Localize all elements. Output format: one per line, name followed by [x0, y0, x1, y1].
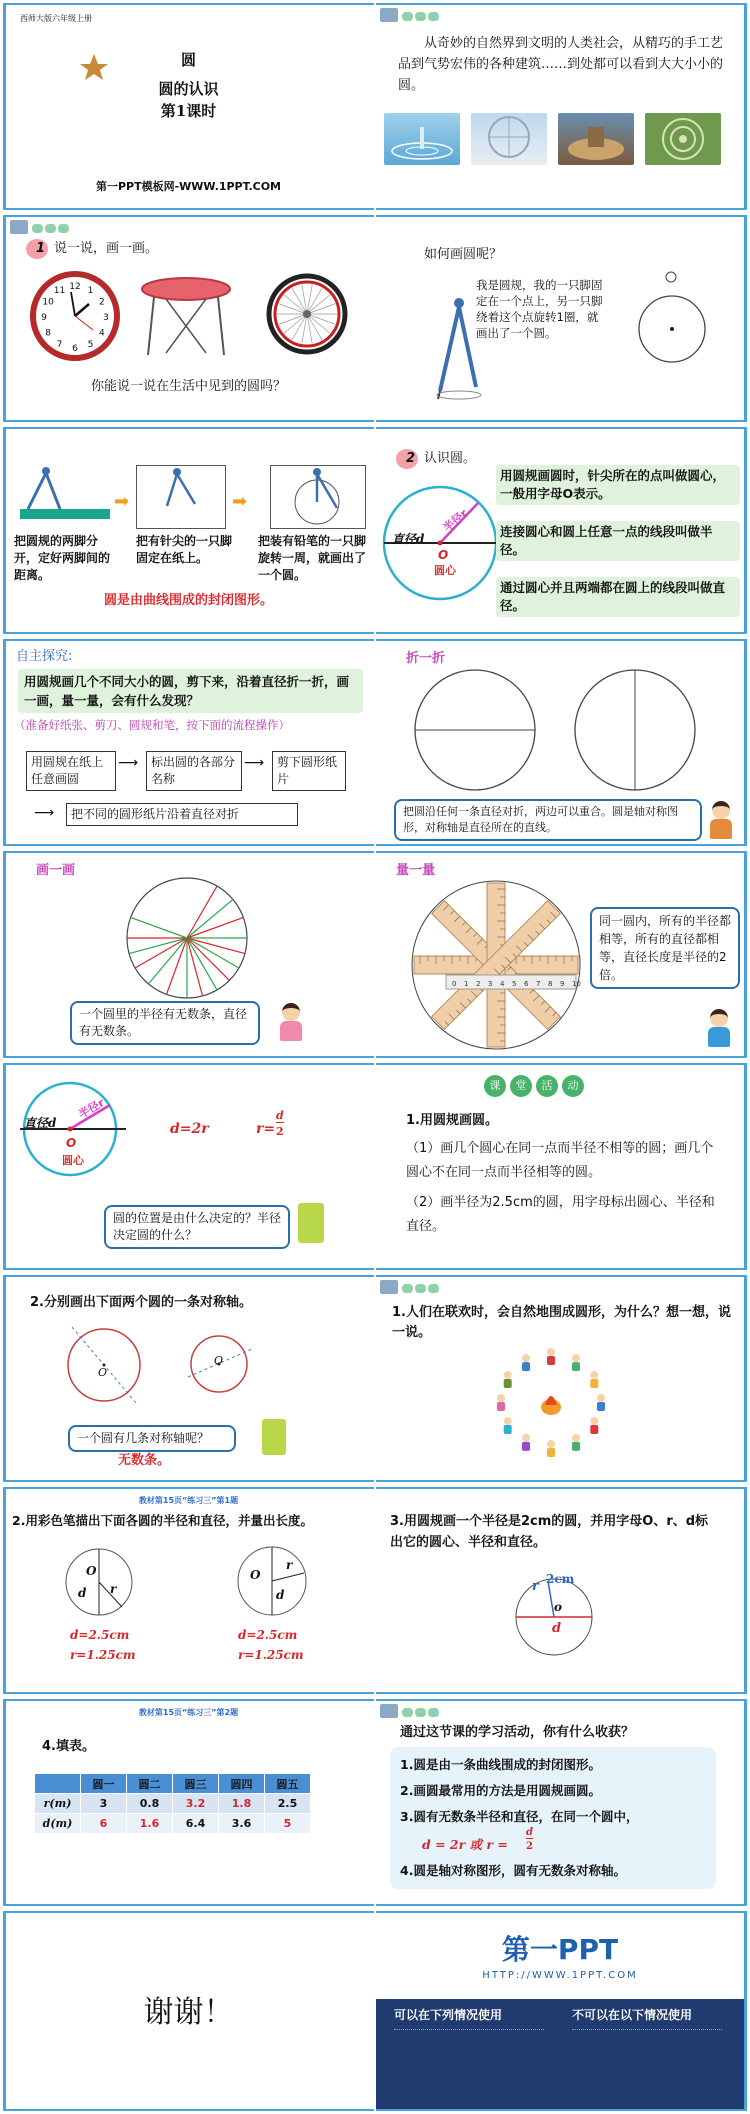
slide-brand — [376, 1911, 747, 2111]
arrow-icon: ➡ — [232, 491, 248, 512]
flow-arrow: ⟶ — [244, 755, 265, 771]
table-cell: 5 — [265, 1814, 311, 1834]
slide-table — [3, 1699, 374, 1906]
summary-item: 3.圆有无数条半径和直径，在同一个圆中， — [400, 1809, 639, 1824]
ruler-number: 7 — [536, 980, 541, 988]
draw-title: 画一画 — [36, 863, 76, 878]
summary-numerator: d — [526, 1827, 533, 1838]
question-text: 你能说一说在生活中见到的圆吗？ — [90, 379, 286, 394]
slide-symmetry — [3, 1275, 374, 1482]
formula-numerator: d — [276, 1109, 284, 1122]
drawn-circle — [636, 293, 708, 365]
clock-number: 3 — [103, 313, 109, 323]
banner-char: 课 — [484, 1075, 506, 1097]
flow-step4: 把不同的圆形纸片沿着直径对折 — [66, 803, 298, 826]
clock-number: 8 — [45, 328, 52, 339]
exercise-circle-2 — [234, 1543, 310, 1619]
license-allowed-title: 可以在下列情况使用 — [394, 2008, 503, 2022]
book-mascot-icon — [262, 1419, 286, 1455]
center-label: 圆心 — [434, 564, 456, 577]
table-cell: 1.6 — [127, 1814, 173, 1834]
symmetry-title: 2.分别画出下面两个圆的一条对称轴。 — [30, 1295, 252, 1310]
brand-logo: 第一PPT — [501, 1933, 619, 1966]
symmetry-bubble: 一个圆有几条对称轴呢？ — [68, 1425, 236, 1452]
ruler-number: 5 — [512, 980, 517, 988]
table-cell: r(m) — [35, 1794, 81, 1814]
explore-note: （准备好纸张、剪刀、圆规和笔，按下面的流程操作） — [14, 718, 290, 732]
answer-d: d=2.5cm — [70, 1628, 130, 1642]
answer-d: d=2.5cm — [238, 1628, 298, 1642]
table-cell: d(m) — [35, 1814, 81, 1834]
slide-formula — [3, 1063, 374, 1270]
table-header: 圆三 — [173, 1774, 219, 1794]
summary-item: 1.圆是由一条曲线围成的封闭图形。 — [400, 1757, 601, 1772]
table-title: 4.填表。 — [42, 1739, 95, 1754]
slide-thanks — [3, 1911, 374, 2111]
step2-text: 把有针尖的一只脚固定在纸上。 — [136, 534, 233, 565]
label-o: o — [554, 1600, 563, 1614]
center-label: 圆心 — [62, 1154, 84, 1167]
clock-number: 5 — [87, 339, 94, 350]
clock-number: 11 — [53, 286, 66, 297]
party-question: 1.人们在联欢时，会自然地围成圆形，为什么？想一想，说一说。 — [392, 1305, 731, 1340]
table-source: 教材第15页“练习三”第2题 — [138, 1708, 239, 1717]
ruler-number: 2 — [476, 980, 481, 988]
arrow-icon: ➡ — [114, 491, 130, 512]
step3-text: 把装有铅笔的一只脚旋转一周，就画出了一个圆。 — [258, 534, 367, 582]
slide-explore — [3, 639, 374, 846]
ruler-number: 3 — [488, 980, 493, 988]
label-2cm: 2cm — [546, 1572, 575, 1586]
slide-measure — [376, 851, 747, 1058]
summary-item: 2.画圆最常用的方法是用圆规画圆。 — [400, 1783, 601, 1798]
kid-icon — [704, 1009, 734, 1049]
ruler-number: 8 — [548, 980, 553, 988]
label-d: d — [78, 1586, 87, 1600]
fill-table — [34, 1773, 311, 1834]
banner-char: 堂 — [510, 1075, 532, 1097]
compass-open-icon — [20, 465, 110, 525]
center-o-label: O — [66, 1136, 77, 1150]
radii-circle — [124, 875, 250, 1001]
table-header: 圆五 — [265, 1774, 311, 1794]
flow-step3: 剪下圆形纸片 — [272, 751, 346, 791]
banner-char: 活 — [536, 1075, 558, 1097]
label-o: O — [250, 1568, 261, 1582]
center-o-label: O — [98, 1366, 108, 1379]
table-header — [35, 1774, 81, 1794]
table-row — [35, 1814, 311, 1834]
know-title: 认识圆。 — [424, 451, 477, 466]
clock-number: 7 — [56, 339, 63, 350]
question-number: 1 — [36, 241, 46, 256]
badge-icon — [380, 1704, 440, 1720]
small-circle-icon — [665, 271, 677, 283]
definition-center: 用圆规画圆时，针尖所在的点叫做圆心，一般用字母O表示。 — [496, 465, 740, 505]
slide-exercise-2 — [376, 1487, 747, 1694]
center-o-label: O — [214, 1354, 224, 1367]
table-cell: 0.8 — [127, 1794, 173, 1814]
flow-step1: 用圆规在纸上任意画圆 — [26, 751, 116, 791]
ruler-number: 9 — [560, 980, 565, 988]
book-mascot-icon — [298, 1203, 324, 1243]
kid-icon — [276, 1003, 306, 1043]
flow-step2: 标出圆的各部分名称 — [146, 751, 242, 791]
question-title: 说一说，画一画。 — [54, 241, 159, 256]
slide-summary — [376, 1699, 747, 1906]
clock-number: 6 — [72, 344, 78, 354]
license-lines — [572, 2029, 722, 2033]
exercise-title: 2.用彩色笔描出下面各圆的半径和直径，并量出长度。 — [12, 1513, 313, 1528]
conclusion: 圆是由曲线围成的封闭图形。 — [103, 593, 273, 608]
paper-step3 — [270, 465, 366, 529]
fold-title: 折一折 — [406, 651, 446, 666]
symmetry-answer: 无数条。 — [118, 1453, 171, 1468]
table-header: 圆一 — [81, 1774, 127, 1794]
formula-bubble: 圆的位置是由什么决定的？半径决定圆的什么？ — [104, 1205, 290, 1249]
summary-item: 4.圆是轴对称图形，圆有无数条对称轴。 — [400, 1863, 626, 1878]
dancing-circle — [486, 1343, 616, 1463]
slide-how-draw — [376, 215, 747, 422]
badge-icon — [380, 1280, 440, 1296]
lesson: 第1课时 — [160, 102, 217, 120]
fold-bubble: 把圆沿任何一条直径对折，两边可以重合。圆是轴对称图形，对称轴是直径所在的直线。 — [394, 799, 702, 841]
summary-denominator: 2 — [526, 1841, 533, 1852]
ruler-number: 1 — [464, 980, 469, 988]
slide-activity — [376, 1063, 747, 1270]
table-cell: 3.6 — [219, 1814, 265, 1834]
slide-title — [3, 3, 374, 210]
table-cell: 6.4 — [173, 1814, 219, 1834]
label-r: r — [286, 1558, 293, 1572]
table-icon — [136, 275, 236, 361]
activity-q1a: （1）画几个圆心在同一点而半径不相等的圆；画几个圆心不在同一点而半径相等的圆。 — [406, 1141, 714, 1180]
clock-number: 10 — [42, 297, 54, 308]
slide-say-draw — [3, 215, 374, 422]
folded-circle-horizontal — [412, 667, 538, 793]
table-cell: 3 — [81, 1794, 127, 1814]
activity-q2: （2）画半径为2.5cm的圆，用字母标出圆心、半径和直径。 — [406, 1195, 715, 1234]
summary-formula: d = 2r 或 r = — [422, 1837, 508, 1852]
license-lines — [394, 2029, 544, 2033]
banner-char: 动 — [562, 1075, 584, 1097]
slide-party — [376, 1275, 747, 1482]
badge-icon — [10, 220, 70, 236]
exercise-circle-1 — [62, 1545, 136, 1619]
table-cell: 2.5 — [265, 1794, 311, 1814]
formula-denominator: 2 — [276, 1125, 284, 1138]
thanks-text: 谢谢！ — [143, 1995, 234, 2030]
ferris-wheel-photo — [471, 113, 547, 165]
ruler-star — [406, 875, 586, 1055]
building-photo — [558, 113, 634, 165]
definition-diameter: 通过圆心并且两端都在圆上的线段叫做直径。 — [496, 577, 740, 617]
table-header: 圆二 — [127, 1774, 173, 1794]
ruler-number: 10 — [572, 980, 581, 988]
folded-circle-vertical — [572, 667, 698, 793]
table-cell: 3.2 — [173, 1794, 219, 1814]
brand-url[interactable]: HTTP://WWW.1PPT.COM — [482, 1970, 638, 1981]
clock-number: 2 — [98, 297, 105, 308]
label-d: d — [276, 1588, 285, 1602]
table-cell: 1.8 — [219, 1794, 265, 1814]
label-o: O — [86, 1564, 97, 1578]
slide-exercise-1 — [3, 1487, 374, 1694]
water-drop-photo — [384, 113, 460, 165]
explore-task: 用圆规画几个不同大小的圆，剪下来，沿着直径折一折，画一画，量一量，会有什么发现？ — [18, 669, 363, 713]
radius-label: 半径r — [440, 506, 471, 535]
kid-icon — [706, 801, 736, 841]
table-header-row — [35, 1774, 311, 1794]
slide-draw-radii — [3, 851, 374, 1058]
slide-fold — [376, 639, 747, 846]
answer-r: r=1.25cm — [238, 1648, 304, 1662]
label-r: r — [532, 1579, 539, 1594]
license-forbidden-title: 不可以在以下情况使用 — [572, 2008, 693, 2022]
slide-intro — [376, 3, 747, 210]
clock-number: 12 — [69, 282, 81, 292]
explore-title: 自主探究: — [16, 649, 73, 664]
ruler-number: 0 — [452, 980, 457, 988]
diameter-label: 直径d — [24, 1116, 57, 1130]
exercise-source: 教材第15页“练习三”第1题 — [138, 1496, 239, 1505]
subject: 圆 — [180, 51, 196, 69]
table-row — [35, 1794, 311, 1814]
clock-icon — [30, 271, 120, 361]
wheel-icon — [266, 273, 348, 355]
table-cell: 6 — [81, 1814, 127, 1834]
flow-arrow: ⟶ — [118, 755, 139, 771]
how-title: 如何画圆呢？ — [424, 247, 503, 262]
maze-photo — [645, 113, 721, 165]
clock-number: 4 — [98, 328, 105, 339]
intro-text: 从奇妙的自然界到文明的人类社会，从精巧的手工艺品到气势宏伟的各种建筑……到处都可以看到大大小小的圆。 — [398, 36, 724, 93]
slide-know-circle — [376, 427, 747, 634]
radius-label: 半径r — [76, 1096, 107, 1122]
clock-number: 1 — [87, 286, 94, 297]
center-o-label: O — [438, 548, 449, 562]
label-r: r — [110, 1582, 117, 1596]
activity-banner — [484, 1075, 584, 1097]
activity-q1: 1.用圆规画圆。 — [406, 1113, 498, 1128]
ruler-number: 6 — [524, 980, 529, 988]
question-number: 2 — [406, 451, 416, 466]
measure-bubble: 同一圆内，所有的半径都相等，所有的直径都相等，直径长度是半径的2倍。 — [590, 907, 740, 989]
step1-text: 把圆规的两脚分开，定好两脚间的距离。 — [14, 534, 111, 582]
definition-radius: 连接圆心和圆上任意一点的线段叫做半径。 — [496, 521, 740, 561]
compass-speech: 我是圆规，我的一只脚固定在一个点上，另一只脚绕着这个点旋转1圈，就画出了一个圆。 — [476, 278, 603, 340]
diameter-label: 直径d — [392, 532, 425, 546]
paper-step2 — [136, 465, 226, 529]
formula-r: r= — [256, 1121, 276, 1137]
summary-title: 通过这节课的学习活动，你有什么收获？ — [400, 1725, 635, 1740]
slide-title-text: 圆的认识 — [158, 80, 219, 98]
clock-number: 9 — [41, 313, 47, 323]
footer-link[interactable]: 第一PPT模板网-WWW.1PPT.COM — [95, 180, 282, 193]
formula-d2r: d=2r — [170, 1121, 209, 1137]
badge-icon — [380, 8, 440, 24]
flow-arrow: ⟶ — [34, 805, 55, 821]
slide-steps — [3, 427, 374, 634]
measure-title: 量一量 — [396, 863, 436, 878]
table-header: 圆四 — [219, 1774, 265, 1794]
radii-bubble: 一个圆里的半径有无数条，直径有无数条。 — [70, 1001, 260, 1045]
ruler-number: 4 — [500, 980, 505, 988]
license-panel — [376, 1999, 747, 2111]
book-label: 西师大版六年级上册 — [20, 14, 92, 23]
answer-r: r=1.25cm — [70, 1648, 136, 1662]
label-d: d — [552, 1621, 562, 1636]
exercise2-title: 3.用圆规画一个半径是2cm的圆，并用字母O、r、d标出它的圆心、半径和直径。 — [390, 1514, 709, 1550]
